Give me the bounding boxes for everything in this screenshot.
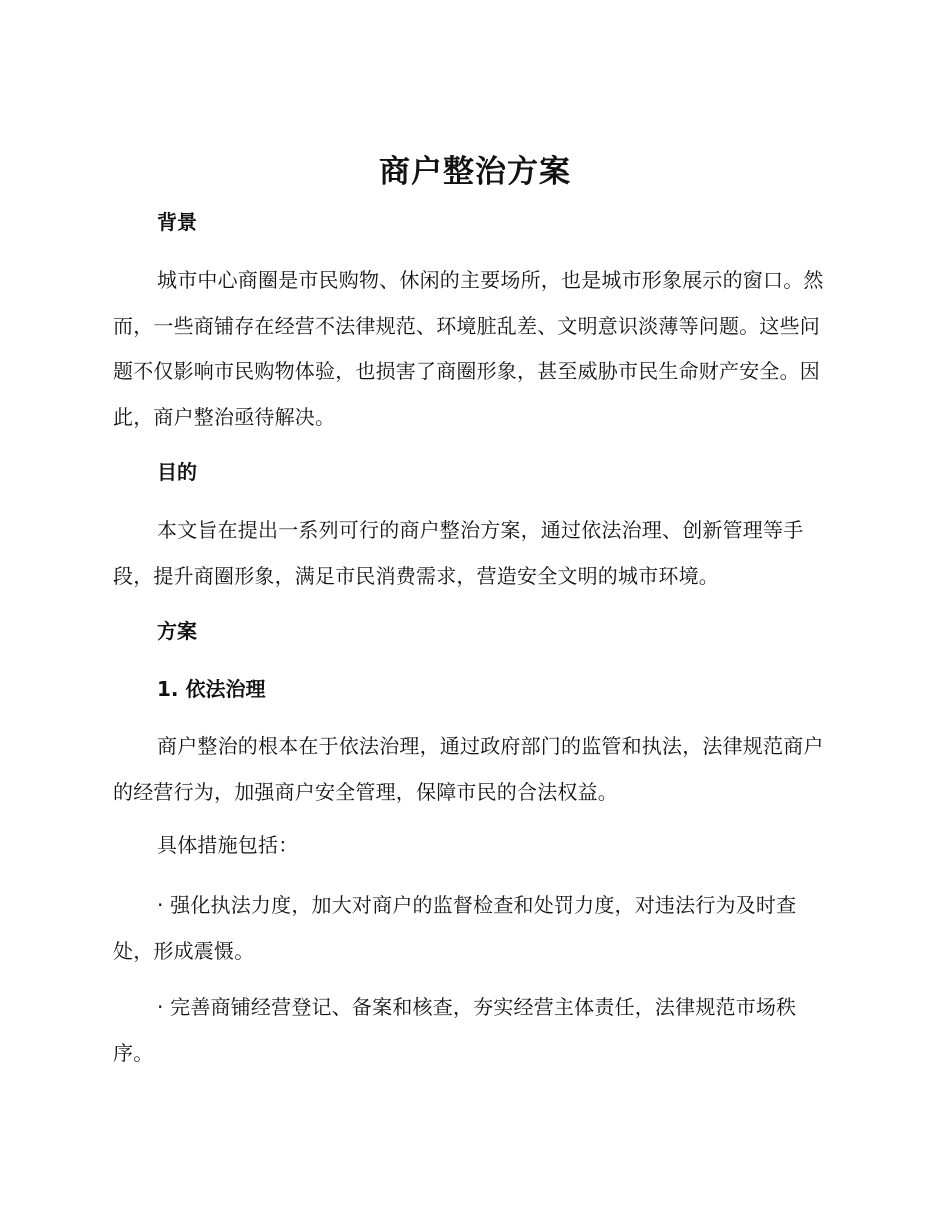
document-title: 商户整治方案 <box>379 154 571 190</box>
subsection-heading-law: 1. 依法治理 <box>157 677 266 701</box>
section-heading-background: 背景 <box>157 210 197 234</box>
section-heading-goal: 目的 <box>157 460 197 484</box>
paragraph-law: 商户整治的根本在于依法治理，通过政府部门的监管和执法，法律规范商户的经营行为，加强商户安全管理，保障市民的合法权益。 <box>113 734 824 804</box>
section-heading-plan: 方案 <box>157 619 197 643</box>
paragraph-goal: 本文旨在提出一系列可行的商户整治方案，通过依法治理、创新管理等手段，提升商圈形象，满足市民消费需求，营造安全文明的城市环境。 <box>113 518 804 588</box>
measures-intro: 具体措施包括： <box>157 833 299 857</box>
paragraph-background: 城市中心商圈是市民购物、休闲的主要场所，也是城市形象展示的窗口。然而，一些商铺存在经营不法律规范、环境脏乱差、文明意识淡薄等问题。这些问题不仅影响市民购物体验，也损害了商圈形象，甚至威胁市民生命财产安全。因此，商户整治亟待解决。 <box>113 268 824 429</box>
bullet-item: · 完善商铺经营登记、备案和核查，夯实经营主体责任，法律规范市场秩序。 <box>113 995 797 1065</box>
bullet-item: · 强化执法力度，加大对商户的监督检查和处罚力度，对违法行为及时查处，形成震慑。 <box>113 893 797 963</box>
